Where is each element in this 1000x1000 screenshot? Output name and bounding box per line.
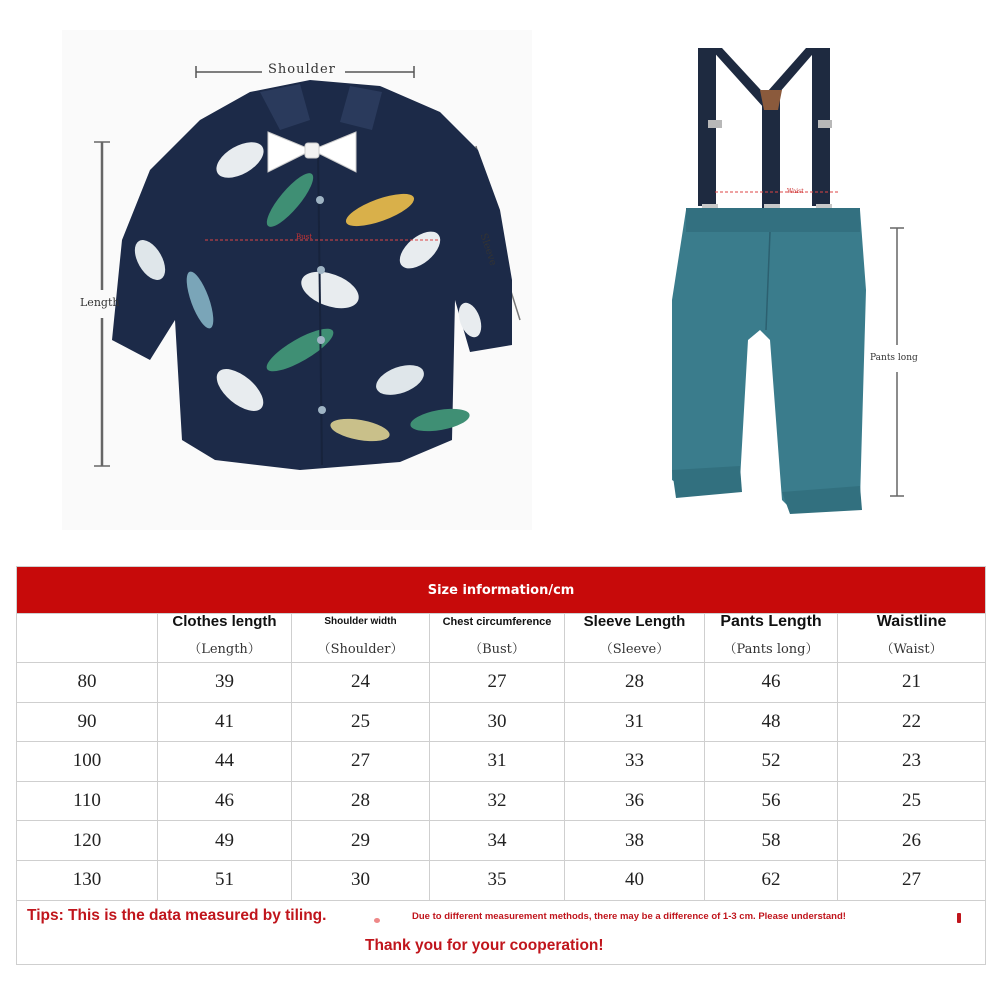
cell-sleeve: 31 xyxy=(565,702,705,742)
cell-sleeve: 40 xyxy=(565,860,705,900)
cell-waistline: 21 xyxy=(838,663,986,703)
header-shoulder-width: Shoulder width （Shoulder） xyxy=(292,614,430,663)
table-row xyxy=(17,702,986,742)
cell-shoulder-width: 29 xyxy=(292,821,430,861)
cell-sleeve: 36 xyxy=(565,781,705,821)
suspenders xyxy=(698,48,840,224)
table-title-row xyxy=(17,567,986,614)
cell-size: 100 xyxy=(17,742,158,782)
header-clothes-length: Clothes length （Length） xyxy=(158,614,292,663)
thanks-text: Thank you for your cooperation! xyxy=(365,936,604,954)
header-pants-length: Pants Length （Pants long） xyxy=(705,614,838,663)
table-header-row xyxy=(17,614,986,663)
table-title: Size information/cm xyxy=(17,567,986,614)
cell-pants-length: 46 xyxy=(705,663,838,703)
cell-clothes-length: 46 xyxy=(158,781,292,821)
cell-sleeve: 33 xyxy=(565,742,705,782)
difference-note: Due to different measurement methods, there may be a difference of 1-3 cm. Please understand! xyxy=(412,910,846,922)
notes-row xyxy=(17,900,986,964)
cell-sleeve: 28 xyxy=(565,663,705,703)
cell-chest: 32 xyxy=(430,781,565,821)
cell-clothes-length: 44 xyxy=(158,742,292,782)
sleeve-dimension-label: Sleeve xyxy=(477,232,499,268)
cell-waistline: 26 xyxy=(838,821,986,861)
cell-clothes-length: 49 xyxy=(158,821,292,861)
decor-mark xyxy=(957,913,961,923)
cell-shoulder-width: 25 xyxy=(292,702,430,742)
cell-pants-length: 52 xyxy=(705,742,838,782)
cell-pants-length: 56 xyxy=(705,781,838,821)
cell-sleeve: 38 xyxy=(565,821,705,861)
cell-shoulder-width: 24 xyxy=(292,663,430,703)
shoulder-dimension-label: Shoulder xyxy=(268,62,336,77)
pants-long-dimension-label: Pants long xyxy=(870,353,918,363)
table-row xyxy=(17,663,986,703)
cell-chest: 30 xyxy=(430,702,565,742)
bust-dimension-label: Bust xyxy=(296,233,313,241)
cell-waistline: 25 xyxy=(838,781,986,821)
cell-clothes-length: 41 xyxy=(158,702,292,742)
cell-shoulder-width: 30 xyxy=(292,860,430,900)
cell-size: 130 xyxy=(17,860,158,900)
cell-waistline: 27 xyxy=(838,860,986,900)
cell-pants-length: 62 xyxy=(705,860,838,900)
waist-dimension-label: Waist xyxy=(787,188,804,195)
cell-shoulder-width: 27 xyxy=(292,742,430,782)
cell-pants-length: 48 xyxy=(705,702,838,742)
header-waistline: Waistline （Waist） xyxy=(838,614,986,663)
teal-pants xyxy=(672,208,866,514)
cell-chest: 35 xyxy=(430,860,565,900)
cell-shoulder-width: 28 xyxy=(292,781,430,821)
cell-clothes-length: 39 xyxy=(158,663,292,703)
cell-chest: 31 xyxy=(430,742,565,782)
table-row xyxy=(17,742,986,782)
header-size xyxy=(17,614,158,663)
header-sleeve-length: Sleeve Length （Sleeve） xyxy=(565,614,705,663)
cell-size: 90 xyxy=(17,702,158,742)
cell-waistline: 23 xyxy=(838,742,986,782)
size-table xyxy=(16,566,986,965)
cell-pants-length: 58 xyxy=(705,821,838,861)
table-row xyxy=(17,860,986,900)
cell-size: 120 xyxy=(17,821,158,861)
table-row xyxy=(17,781,986,821)
header-chest-circumference: Chest circumference （Bust） xyxy=(430,614,565,663)
tip-text: Tips: This is the data measured by tiling. xyxy=(27,906,327,924)
notes-cell xyxy=(17,900,986,964)
cell-clothes-length: 51 xyxy=(158,860,292,900)
table-row xyxy=(17,821,986,861)
cell-chest: 27 xyxy=(430,663,565,703)
decor-dot xyxy=(374,918,380,923)
length-dimension-label: Length xyxy=(80,296,120,309)
cell-chest: 34 xyxy=(430,821,565,861)
cell-waistline: 22 xyxy=(838,702,986,742)
cell-size: 110 xyxy=(17,781,158,821)
cell-size: 80 xyxy=(17,663,158,703)
